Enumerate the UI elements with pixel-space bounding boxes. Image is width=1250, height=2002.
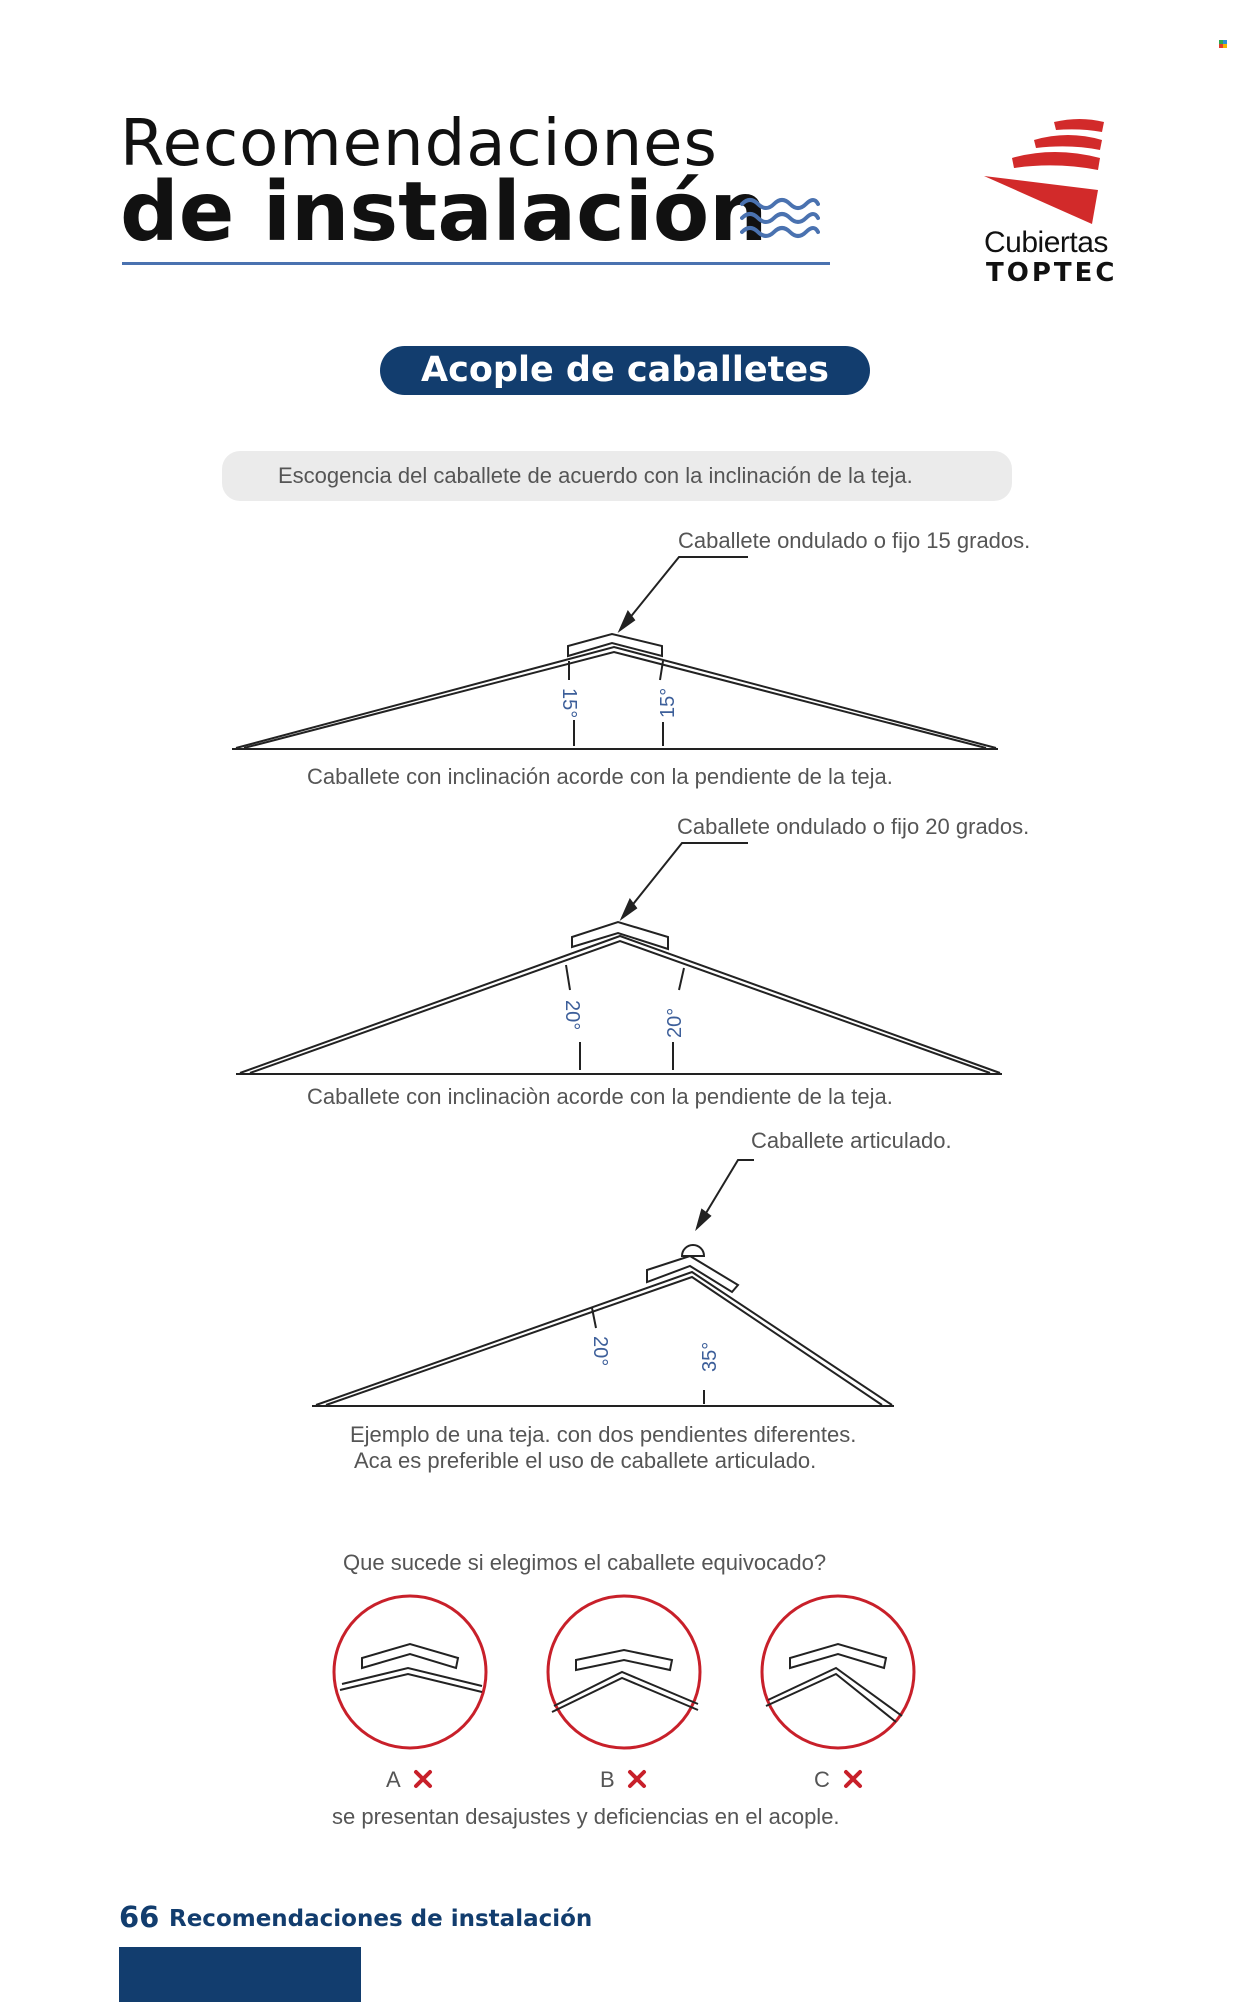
page-number: 66: [119, 1900, 160, 1934]
diagram3-callout: Caballete articulado.: [751, 1128, 952, 1153]
example-b-circle: [548, 1596, 700, 1748]
page-title-line1: Recomendaciones: [120, 107, 718, 181]
example-a-label: A: [386, 1767, 401, 1792]
diagram1-callout: Caballete ondulado o fijo 15 grados.: [678, 528, 1031, 553]
example-b-label: B: [600, 1767, 615, 1792]
example-c-label: C: [814, 1767, 830, 1792]
wrong-ridge-examples: [320, 1586, 930, 1766]
logo-text-cubiertas: Cubiertas: [984, 226, 1108, 259]
logo-text-toptec: TOPTEC: [986, 258, 1118, 288]
diagram3-caption-line1: Ejemplo de una teja. con dos pendientes diferentes.: [350, 1422, 857, 1447]
x-mark-icon: [627, 1769, 647, 1789]
diagram2-caption: Caballete con inclinaciòn acorde con la pendiente de la teja.: [307, 1084, 893, 1109]
diagram2-angle-left: 20°: [561, 1000, 583, 1031]
x-mark-icon: [843, 1769, 863, 1789]
diagram3-angle-right: 35°: [699, 1341, 721, 1372]
diagram2-callout: Caballete ondulado o fijo 20 grados.: [677, 814, 1030, 839]
diagram1-caption: Caballete con inclinación acorde con la pendiente de la teja.: [307, 764, 893, 789]
page-title-line2: de instalación: [120, 165, 768, 260]
wrong-ridge-question: Que sucede si elegimos el caballete equivocado?: [343, 1550, 827, 1575]
diagram3-drawing: [312, 1160, 894, 1406]
diagram2-drawing: [236, 843, 1002, 1074]
diagram1-angle-right: 15°: [657, 687, 679, 718]
example-a-circle: [334, 1596, 486, 1748]
footer-title: Recomendaciones de instalación: [169, 1906, 593, 1932]
wrong-ridge-conclusion: se presentan desajustes y deficiencias en el acople.: [332, 1804, 840, 1829]
footer-bar: [119, 1947, 361, 2002]
diagram2-angle-right: 20°: [664, 1007, 686, 1038]
diagram1-angle-left: 15°: [558, 688, 580, 719]
diagram1-drawing: [232, 557, 998, 749]
diagram3-caption-line2: Aca es preferible el uso de caballete articulado.: [354, 1448, 817, 1473]
x-mark-icon: [413, 1769, 433, 1789]
section-heading-pill: Acople de caballetes: [380, 346, 870, 395]
intro-box: Escogencia del caballete de acuerdo con la inclinación de la teja.: [222, 451, 1012, 501]
diagram3-angle-left: 20°: [589, 1336, 611, 1367]
example-c-circle: [762, 1596, 914, 1748]
